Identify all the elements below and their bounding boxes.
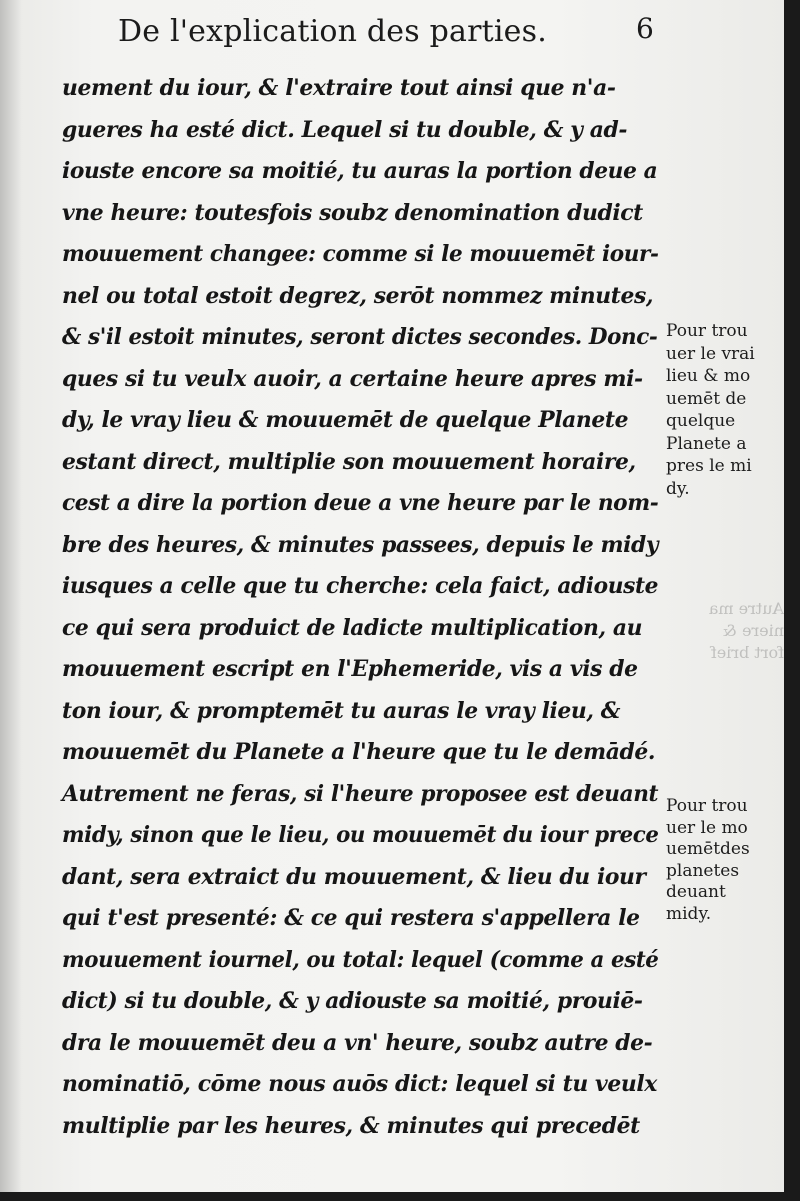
marginal-note-line: quelque: [666, 411, 736, 431]
text-line: dy, le vray lieu & mouuemēt de quelque Planete: [62, 407, 629, 433]
text-line: ques si tu veulx auoir, a certaine heure apres mi-: [62, 365, 643, 392]
text-line: vne heure: toutesfois soubz denomination dudict: [62, 199, 643, 226]
marginal-note-deuant-midy: [666, 796, 782, 925]
text-line: nel ou total estoit degrez, serōt nommez minutes,: [62, 282, 654, 309]
text-line: dra le mouuemēt deu a vn' heure, soubz autre de-: [62, 1029, 653, 1056]
text-line: & s'il estoit minutes, seront dictes secondes. Donc-: [62, 324, 658, 350]
text-line: bre des heures, & minutes passees, depuis le midy: [62, 531, 659, 558]
marginal-note-line: dy.: [666, 478, 690, 499]
text-line: ce qui sera produict de ladicte multiplication, au: [62, 614, 643, 641]
text-line: multiplie par les heures, & minutes qui precedēt: [62, 1112, 640, 1139]
text-line: qui t'est presenté: & ce qui restera s'appellera le: [62, 905, 640, 931]
text-line: mouuement changee: comme si le mouuemēt iour-: [62, 241, 659, 267]
text-line: mouuement escript en l'Ephemeride, vis a vis de: [62, 656, 638, 682]
marginal-note-line: Pour trou: [666, 796, 748, 816]
spine-shadow: [0, 0, 22, 1192]
text-line: ton iour, & promptemēt tu auras le vray lieu, &: [62, 697, 621, 724]
marginal-note-line: uer le vrai: [666, 343, 755, 364]
marginal-note-line: uemētdes: [666, 839, 750, 859]
marginal-note-line: uer le mo: [666, 817, 748, 838]
text-line: uement du iour, & l'extraire tout ainsi que n'a-: [62, 75, 616, 101]
marginal-note-line: Pour trou: [666, 321, 748, 341]
text-line: iusques a celle que tu cherche: cela faict, adiouste: [62, 573, 659, 599]
marginal-note-line: uemēt de: [666, 388, 747, 409]
text-line: nominatiō, cōme nous auōs dict: lequel si tu veulx: [62, 1071, 657, 1097]
marginal-note-line: deuant: [666, 882, 726, 902]
marginal-note-line: Planete a: [666, 433, 747, 454]
text-line: Autrement ne feras, si l'heure proposee est deuant: [62, 780, 659, 807]
marginal-note-line: pres le mi: [666, 456, 752, 476]
text-line: midy, sinon que le lieu, ou mouuemēt du iour prece: [62, 822, 659, 848]
marginal-note-vrai-lieu: [666, 320, 782, 500]
marginal-note-line: midy.: [666, 903, 712, 924]
text-line: mouuement iournel, ou total: lequel (comme a esté: [62, 946, 659, 973]
running-head: De l'explication des parties.: [118, 14, 547, 49]
text-line: cest a dire la portion deue a vne heure par le nom-: [62, 490, 659, 516]
marginal-note-line: planetes: [666, 860, 740, 881]
bleed-through-text: Autre ma niere & fort brief: [708, 599, 784, 662]
text-line: mouuemēt du Planete a l'heure que tu le demādé.: [62, 739, 656, 765]
text-line: dant, sera extraict du mouuement, & lieu du iour: [62, 863, 646, 890]
text-line: estant direct, multiplie son mouuement horaire,: [62, 448, 636, 475]
page-number: 6: [636, 12, 654, 45]
text-line: iouste encore sa moitié, tu auras la portion deue a: [62, 158, 658, 184]
marginal-note-line: lieu & mo: [666, 366, 751, 386]
main-text-block: [62, 68, 662, 1147]
text-line: dict) si tu double, & y adiouste sa moitié, prouiē-: [62, 988, 643, 1014]
text-line: gueres ha esté dict. Lequel si tu double, & y ad-: [62, 116, 628, 143]
